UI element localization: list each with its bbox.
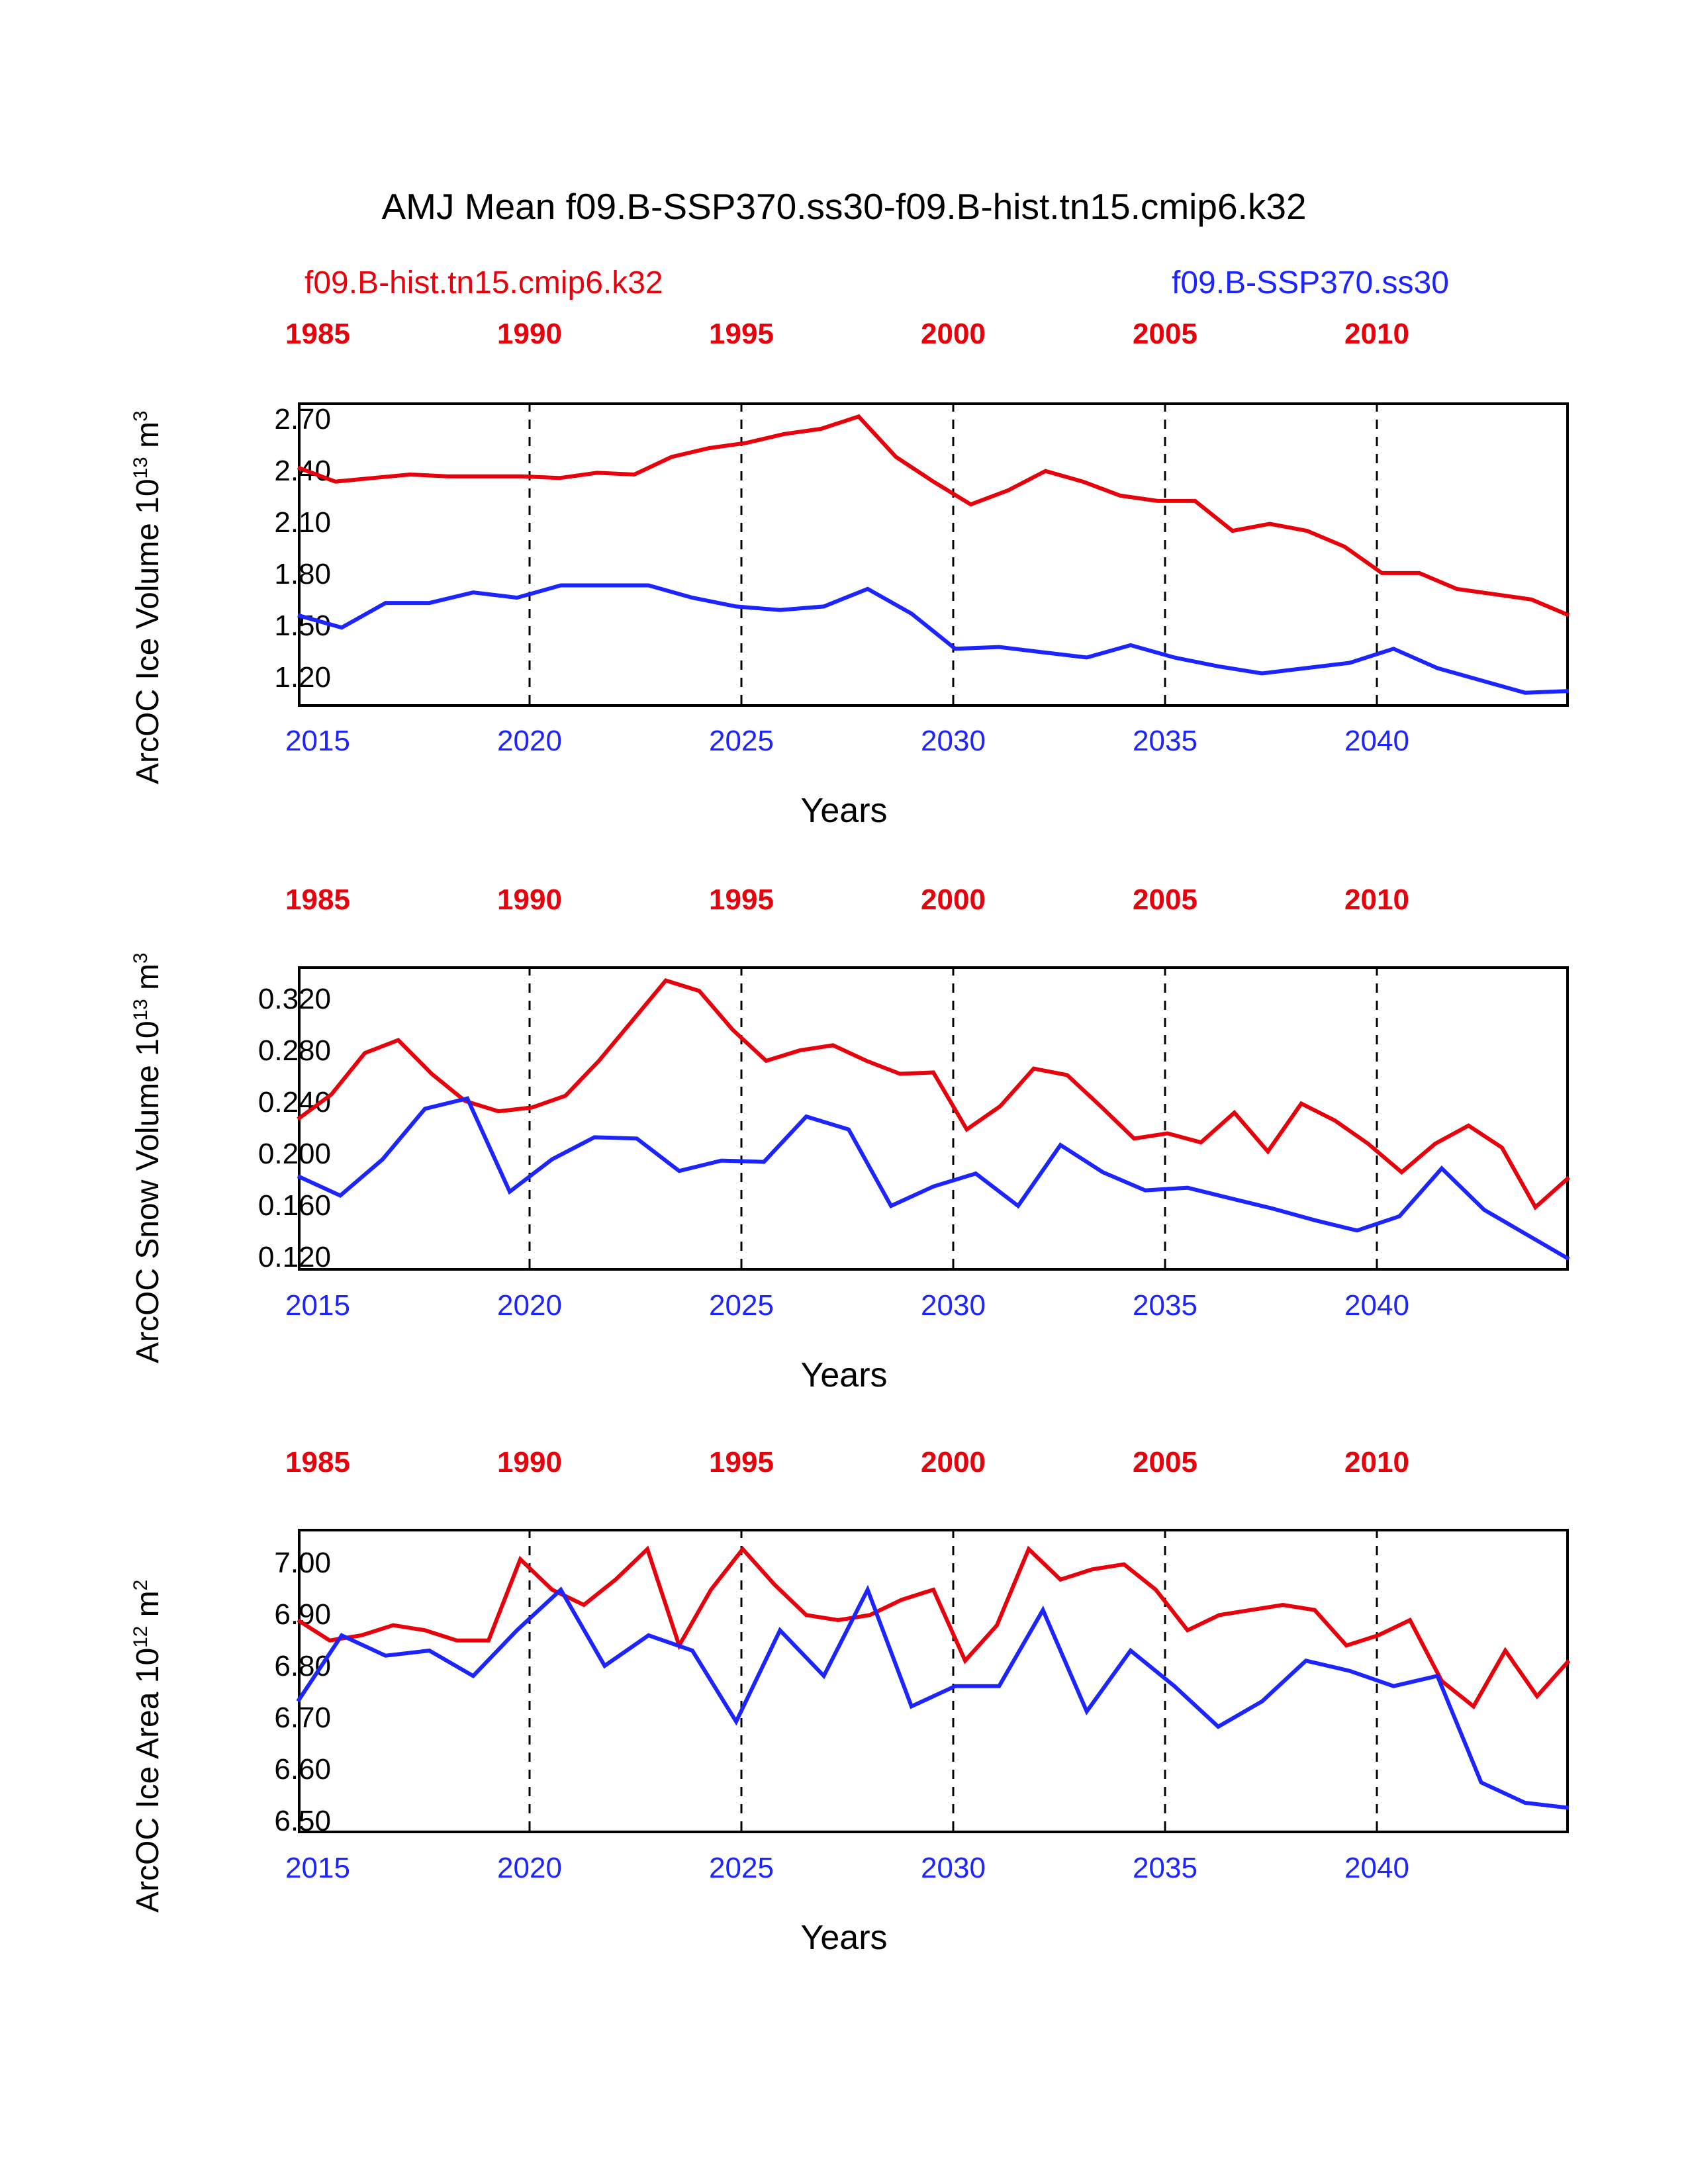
yaxis-unit-exp-3: 2 <box>130 1579 152 1591</box>
legend-historical-label: f09.B-hist.tn15.cmip6.k32 <box>305 265 663 300</box>
xaxis-title-snow-volume: Years <box>800 1356 888 1394</box>
ytick-p2-3: 0.240 <box>258 1086 331 1118</box>
top-tick-1985: 1985 <box>285 318 350 350</box>
bottom-tick-2015: 2015 <box>285 725 350 757</box>
bottom-tick3-2020: 2020 <box>497 1852 562 1884</box>
bottom-tick-2030: 2030 <box>921 725 986 757</box>
bottom-tick2-2035: 2035 <box>1133 1289 1197 1322</box>
top-tick2-1985: 1985 <box>285 884 350 916</box>
ytick-p2-1: 0.160 <box>258 1189 331 1222</box>
ytick-p3-0: 6.50 <box>274 1805 331 1837</box>
bottom-tick3-2040: 2040 <box>1344 1852 1409 1884</box>
yaxis-title-exp-2: 13 <box>130 999 152 1021</box>
xaxis-title-ice-volume: Years <box>800 792 888 830</box>
yaxis-unit-exp-2: 3 <box>130 952 152 964</box>
ytick-p1-0: 1.20 <box>274 661 331 694</box>
top-tick3-1995: 1995 <box>709 1446 774 1479</box>
yaxis-unit-2: m <box>130 964 165 990</box>
bottom-tick3-2035: 2035 <box>1133 1852 1197 1884</box>
yaxis-title-exp: 13 <box>130 457 152 479</box>
bottom-tick2-2015: 2015 <box>285 1289 350 1322</box>
top-tick3-1985: 1985 <box>285 1446 350 1479</box>
ytick-p1-5: 2.70 <box>274 403 331 435</box>
ytick-p3-2: 6.70 <box>274 1702 331 1734</box>
top-tick3-2000: 2000 <box>921 1446 986 1479</box>
bottom-tick-2035: 2035 <box>1133 725 1197 757</box>
bottom-tick2-2030: 2030 <box>921 1289 986 1322</box>
ytick-p2-5: 0.320 <box>258 983 331 1015</box>
top-tick-2005: 2005 <box>1133 318 1197 350</box>
bottom-tick3-2015: 2015 <box>285 1852 350 1884</box>
page-title: AMJ Mean f09.B-SSP370.ss30-f09.B-hist.tn15.cmip6.k32 <box>381 186 1307 227</box>
top-tick2-2000: 2000 <box>921 884 986 916</box>
top-tick-2000: 2000 <box>921 318 986 350</box>
bottom-tick3-2025: 2025 <box>709 1852 774 1884</box>
top-tick2-2005: 2005 <box>1133 884 1197 916</box>
bottom-tick2-2040: 2040 <box>1344 1289 1409 1322</box>
ytick-p1-4: 2.40 <box>274 455 331 487</box>
top-tick3-1990: 1990 <box>497 1446 562 1479</box>
ytick-p3-3: 6.80 <box>274 1650 331 1682</box>
top-tick3-2010: 2010 <box>1344 1446 1409 1479</box>
top-tick2-1995: 1995 <box>709 884 774 916</box>
top-tick2-1990: 1990 <box>497 884 562 916</box>
ytick-p2-0: 0.120 <box>258 1241 331 1273</box>
top-tick-1990: 1990 <box>497 318 562 350</box>
yaxis-title-exp-3: 12 <box>130 1625 152 1648</box>
bottom-tick-2040: 2040 <box>1344 725 1409 757</box>
ytick-p3-1: 6.60 <box>274 1753 331 1786</box>
bottom-tick2-2020: 2020 <box>497 1289 562 1322</box>
yaxis-title-text: ArcOC Ice Volume 10 <box>130 478 165 784</box>
ytick-p1-1: 1.50 <box>274 610 331 642</box>
ytick-p1-3: 2.10 <box>274 506 331 539</box>
yaxis-title-text-3: ArcOC Ice Area 10 <box>130 1647 165 1913</box>
top-tick-1995: 1995 <box>709 318 774 350</box>
yaxis-title-text-2: ArcOC Snow Volume 10 <box>130 1021 165 1363</box>
line-scenario-ice-area <box>298 1590 1569 1808</box>
top-tick-2010: 2010 <box>1344 318 1409 350</box>
yaxis-unit-3: m <box>130 1590 165 1617</box>
yaxis-unit: m <box>130 422 165 449</box>
bottom-tick2-2025: 2025 <box>709 1289 774 1322</box>
ytick-p2-2: 0.200 <box>258 1138 331 1170</box>
legend-scenario-label: f09.B-SSP370.ss30 <box>1172 265 1449 300</box>
yaxis-unit-exp: 3 <box>130 410 152 422</box>
ytick-p3-5: 7.00 <box>274 1547 331 1579</box>
xaxis-title-ice-area: Years <box>800 1919 888 1957</box>
bottom-tick3-2030: 2030 <box>921 1852 986 1884</box>
ytick-p2-4: 0.280 <box>258 1034 331 1067</box>
top-tick2-2010: 2010 <box>1344 884 1409 916</box>
bottom-tick-2020: 2020 <box>497 725 562 757</box>
ytick-p3-4: 6.90 <box>274 1598 331 1631</box>
bottom-tick-2025: 2025 <box>709 725 774 757</box>
ytick-p1-2: 1.80 <box>274 558 331 590</box>
top-tick3-2005: 2005 <box>1133 1446 1197 1479</box>
